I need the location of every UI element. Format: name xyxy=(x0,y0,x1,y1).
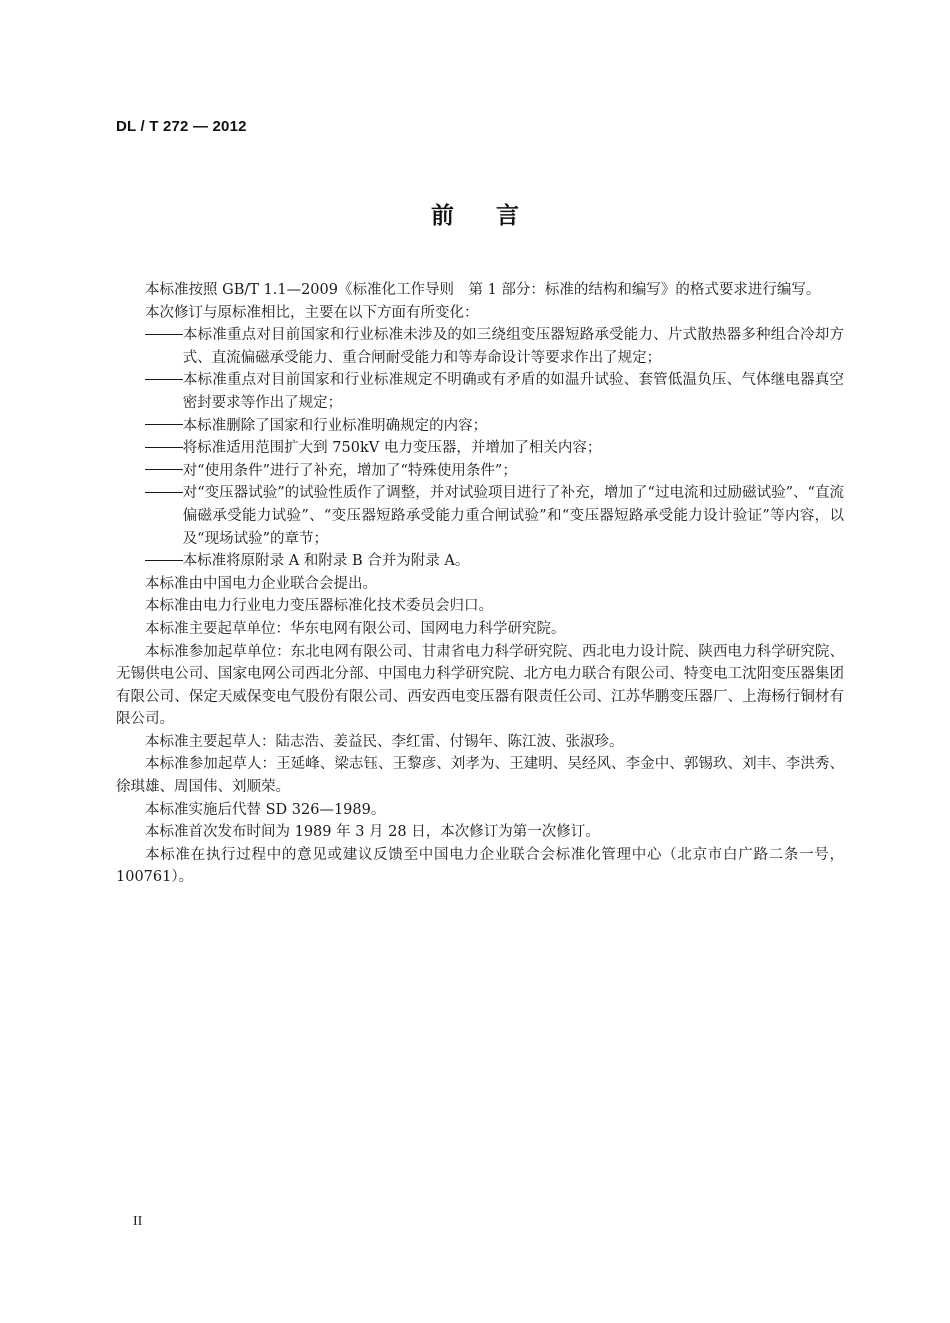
paragraph: 本标准主要起草人：陆志浩、姜益民、李红雷、付锡年、陈江波、张淑珍。 xyxy=(145,733,624,750)
title-char-1: 前 xyxy=(431,203,454,229)
dash-list-item xyxy=(116,437,844,460)
paragraph: 本标准由电力行业电力变压器标准化技术委员会归口。 xyxy=(145,598,493,615)
list-item-text: 本标准重点对目前国家和行业标准未涉及的如三绕组变压器短路承受能力、片式散热器多种组合冷却方式、直流偏磁承受能力、重合闸耐受能力和等寿命设计等要求作出了规定； xyxy=(182,327,844,366)
paragraph: 本标准首次发布时间为 1989 年 3 月 28 日，本次修订为第一次修订。 xyxy=(145,824,600,841)
paragraph: 本标准主要起草单位：华东电网有限公司、国网电力科学研究院。 xyxy=(145,620,566,637)
paragraph: 本标准由中国电力企业联合会提出。 xyxy=(145,575,377,592)
dash-list-item xyxy=(116,415,844,438)
list-item-text: 将标准适用范围扩大到 750kV 电力变压器，并增加了相关内容； xyxy=(182,440,602,457)
page-number: II xyxy=(133,1214,143,1229)
dash-list-item xyxy=(116,550,844,573)
paragraph: 本标准实施后代替 SD 326—1989。 xyxy=(145,801,386,818)
dash-list-item xyxy=(116,324,844,369)
page-title xyxy=(0,197,950,230)
paragraph: 本标准在执行过程中的意见或建议反馈至中国电力企业联合会标准化管理中心（北京市白广路二条一号，100761）。 xyxy=(116,846,844,886)
paragraph: 本标准参加起草单位：东北电网有限公司、甘肃省电力科学研究院、西北电力设计院、陕西电力科学研究院、无锡供电公司、国家电网公司西北分部、中国电力科学研究院、北方电力联合有限公司、特变电工沈阳变压器集团有限公司、保定天威保变电气股份有限公司、西安西电变压器有限责任公司、江苏华鹏变压器厂、上海杨行铜材有限公司。 xyxy=(116,643,844,728)
dash-list-item xyxy=(116,482,844,550)
list-item-text: 本标准删除了国家和行业标准明确规定的内容； xyxy=(182,417,488,434)
list-item-text: 对“变压器试验”的试验性质作了调整，并对试验项目进行了补充，增加了“过电流和过励磁试验”、“直流偏磁承受能力试验”、“变压器短路承受能力重合闸试验”和“变压器短路承受能力设计验证”等内容，以及“现场试验”的章节； xyxy=(182,485,844,547)
title-char-2: 言 xyxy=(496,203,519,229)
paragraph: 本标准按照 GB/T 1.1—2009《标准化工作导则 第 1 部分：标准的结构和编写》的格式要求进行编写。 xyxy=(145,282,821,298)
paragraph: 本标准参加起草人：王延峰、梁志钰、王黎彦、刘孝为、王建明、吴经风、李金中、郭锡玖、刘丰、李洪秀、徐琪雄、周国伟、刘顺荣。 xyxy=(116,756,844,796)
dash-list-item xyxy=(116,460,844,483)
paragraph: 本次修订与原标准相比，主要在以下方面有所变化： xyxy=(145,304,479,321)
foreword-body xyxy=(116,279,844,889)
dash-list-item xyxy=(116,369,844,414)
document-code-header: DL / T 272 — 2012 xyxy=(116,118,247,135)
list-item-text: 本标准重点对目前国家和行业标准规定不明确或有矛盾的如温升试验、套管低温负压、气体继电器真空密封要求等作出了规定； xyxy=(182,372,844,411)
list-item-text: 本标准将原附录 A 和附录 B 合并为附录 A。 xyxy=(182,553,470,570)
list-item-text: 对“使用条件”进行了补充，增加了“特殊使用条件”； xyxy=(182,462,517,479)
